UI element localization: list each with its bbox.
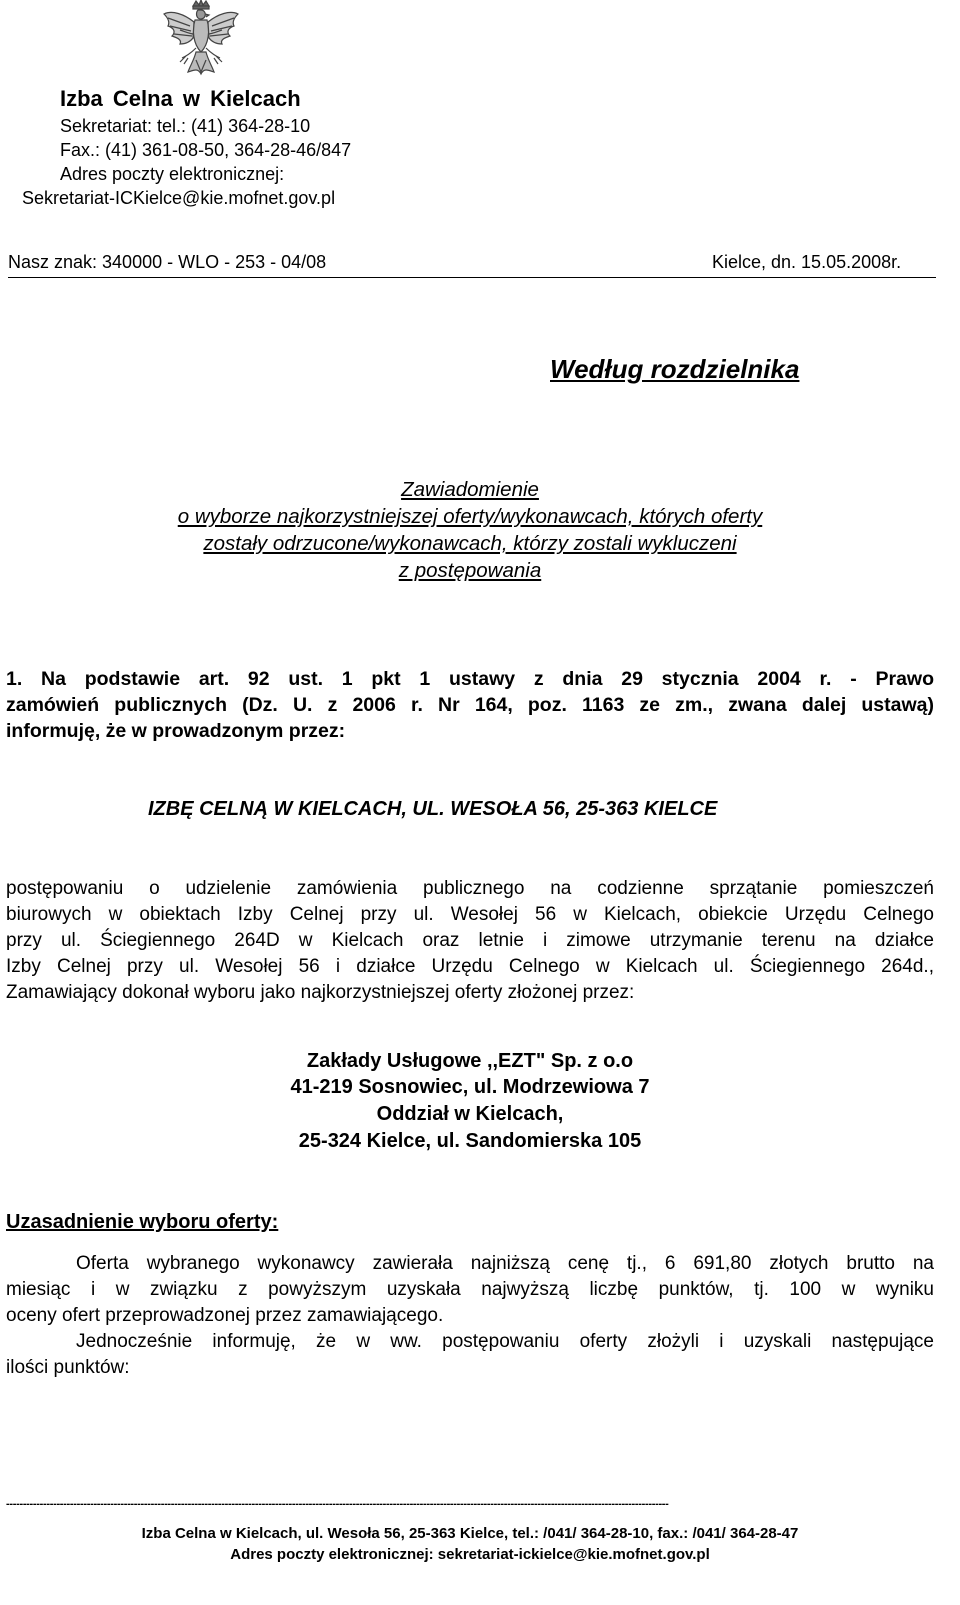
footer-email: Adres poczty elektronicznej: sekretariat-ickielce@kie.mofnet.gov.pl	[230, 1546, 710, 1563]
legal-basis-line: 1. Na podstawie art. 92 ust. 1 pkt 1 ustawy z dnia 29 stycznia 2004 r. - Prawo	[6, 668, 934, 690]
notice-title-line: zostały odrzucone/wykonawcach, którzy zostali wykluczeni	[203, 532, 737, 555]
justification-line: Jednocześnie informuję, że w ww. postępowaniu oferty złożyli i uzyskali następujące	[76, 1331, 934, 1352]
email-label: Adres poczty elektronicznej:	[60, 164, 285, 184]
eagle-emblem-icon	[160, 0, 242, 84]
procedure-text-line: postępowaniu o udzielenie zamówienia publicznego na codzienne sprzątanie pomieszczeń	[6, 878, 934, 899]
document-date: Kielce, dn. 15.05.2008r.	[712, 252, 902, 272]
selected-company-branch: Oddział w Kielcach,	[376, 1103, 564, 1125]
selected-company-branch-address: 25-324 Kielce, ul. Sandomierska 105	[298, 1130, 642, 1152]
fax-numbers: Fax.: (41) 361-08-50, 364-28-46/847	[60, 140, 352, 160]
secretariat-email: Sekretariat-ICKielce@kie.mofnet.gov.pl	[22, 188, 336, 208]
justification-line: Oferta wybranego wykonawcy zawierała najniższą cenę tj., 6 691,80 złotych brutto na	[76, 1253, 934, 1274]
notice-title-line: Zawiadomienie	[401, 478, 539, 501]
organization-name: Izba Celna w Kielcach	[60, 86, 301, 111]
selected-company-name: Zakłady Usługowe ,,EZT" Sp. z o.o	[306, 1050, 634, 1072]
procedure-text-line: Zamawiający dokonał wyboru jako najkorzystniejszej oferty złożonej przez:	[6, 982, 635, 1003]
selected-company-address: 41-219 Sosnowiec, ul. Modrzewiowa 7	[290, 1076, 650, 1098]
justification-heading: Uzasadnienie wyboru oferty:	[6, 1211, 279, 1233]
legal-basis-line: informuję, że w prowadzonym przez:	[6, 720, 346, 742]
notice-title-line: z postępowania	[398, 559, 542, 582]
reference-number: Nasz znak: 340000 - WLO - 253 - 04/08	[8, 252, 327, 272]
legal-basis-line: zamówień publicznych (Dz. U. z 2006 r. Nr 164, poz. 1163 ze zm., zwana dalej ustawą)	[6, 694, 934, 716]
justification-line: miesiąc i w związku z powyższym uzyskała najwyższą liczbę punktów, tj. 100 w wyniku	[6, 1279, 934, 1300]
procedure-text-line: przy ul. Ściegiennego 264D w Kielcach oraz letnie i zimowe utrzymanie terenu na działce	[6, 930, 934, 951]
procedure-text-line: biurowych w obiektach Izby Celnej przy ul. Wesołej 56 w Kielcach, obiekcie Urzędu Celnego	[6, 904, 934, 925]
justification-line: oceny ofert przeprowadzonej przez zamawiającego.	[6, 1305, 444, 1326]
contracting-authority: IZBĘ CELNĄ W KIELCACH, UL. WESOŁA 56, 25-363 KIELCE	[148, 798, 718, 820]
secretariat-phone: Sekretariat: tel.: (41) 364-28-10	[60, 116, 311, 136]
notice-title-line: o wyborze najkorzystniejszej oferty/wykonawcach, których oferty	[177, 505, 763, 528]
procedure-text-line: Izby Celnej przy ul. Wesołej 56 i działce Urzędu Celnego w Kielcach ul. Ściegiennego 264d.,	[6, 956, 934, 977]
footer-address: Izba Celna w Kielcach, ul. Wesoła 56, 25-363 Kielce, tel.: /041/ 364-28-10, fax.: /041/ 364-28-47	[141, 1525, 799, 1542]
recipient-line: Według rozdzielnika	[550, 354, 800, 384]
notice-title	[80, 476, 860, 584]
justification-line: ilości punktów:	[6, 1357, 130, 1378]
header-divider	[8, 277, 936, 278]
footer-separator: -----------------------------------------------------------------------------------------------------------------------------------------------------------------------------------------------------	[6, 1498, 669, 1510]
